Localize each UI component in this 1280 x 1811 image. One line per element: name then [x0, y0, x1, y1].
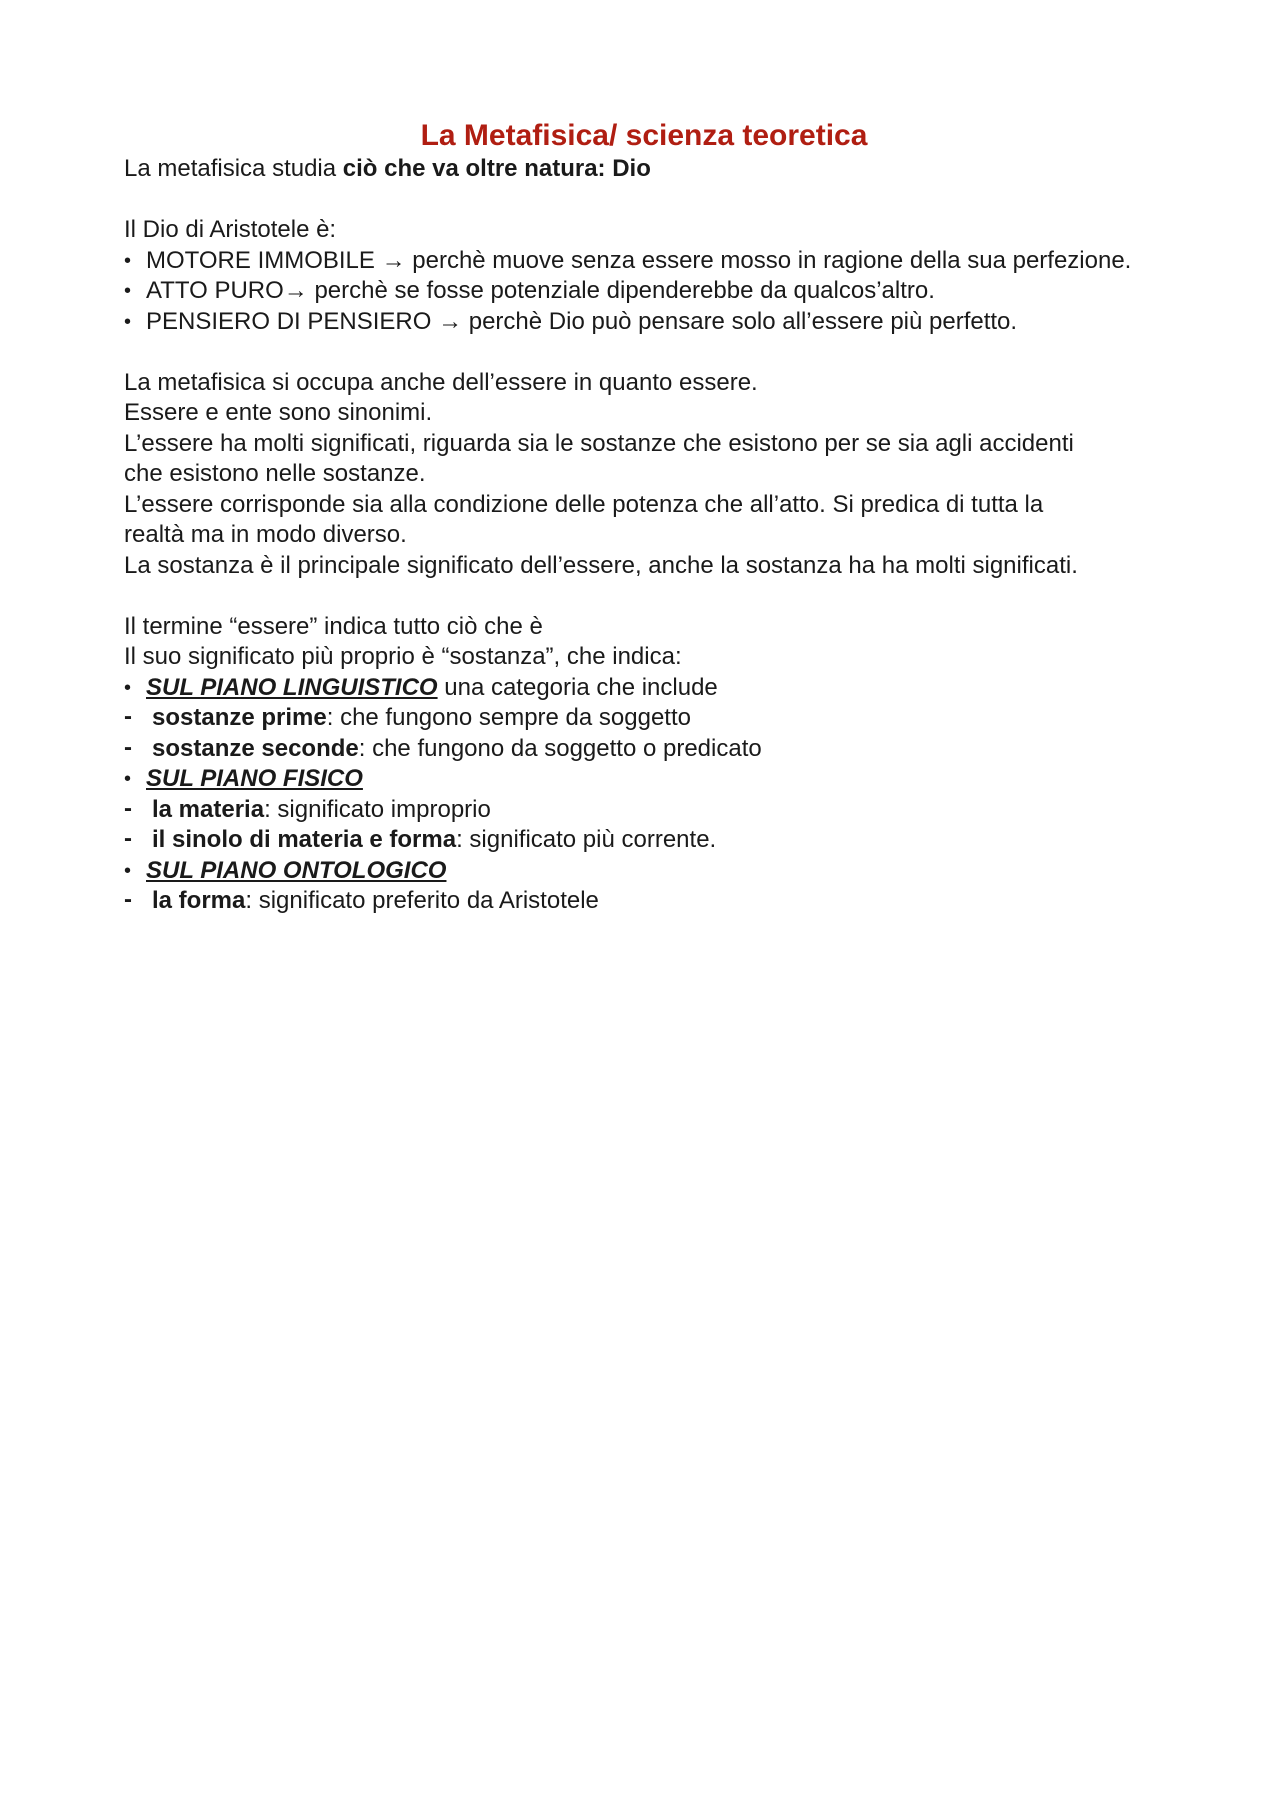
dash-item — [124, 825, 1164, 856]
paragraph-line: La metafisica si occupa anche dell’essere in quanto essere. — [124, 368, 758, 396]
intro-text: La metafisica studia — [124, 155, 343, 182]
paragraph-line: che esistono nelle sostanze. — [124, 460, 426, 487]
plane-heading-linguistico — [124, 673, 1164, 704]
spacer — [124, 185, 1164, 216]
spacer — [124, 581, 1164, 612]
plane-heading-text: SUL PIANO ONTOLOGICO — [146, 856, 447, 884]
paragraph-line: Il suo significato più proprio è “sostanza”, che indica: — [124, 643, 682, 670]
bullet-icon: • — [124, 249, 132, 272]
dash-icon: - — [124, 703, 132, 730]
god-heading: Il Dio di Aristotele è: — [124, 216, 337, 243]
dash-item-text: : significato improprio — [264, 795, 491, 823]
intro-bold: ciò che va oltre natura: Dio — [342, 155, 651, 182]
bullet-icon: • — [124, 768, 132, 790]
list-item — [124, 307, 1164, 338]
paragraph-line: Essere e ente sono sinonimi. — [124, 399, 433, 426]
dash-item-text: : che fungono sempre da soggetto — [326, 704, 691, 731]
dash-item-text: : significato preferito da Aristotele — [245, 887, 599, 914]
paragraph-line: realtà ma in modo diverso. — [124, 521, 407, 548]
document-page — [124, 118, 1164, 917]
bullet-icon: • — [124, 310, 132, 333]
plane-heading-text: SUL PIANO FISICO — [146, 765, 363, 792]
list-item — [124, 276, 1164, 307]
paragraph-line: Il termine “essere” indica tutto ciò che è — [124, 612, 543, 640]
paragraph-line: L’essere ha molti significati, riguarda sia le sostanze che esistono per se sia agli accidenti — [124, 429, 1074, 457]
dash-item — [124, 734, 1164, 765]
dash-item-term: sostanze seconde — [152, 734, 359, 762]
page-title: La Metafisica/ scienza teoretica — [420, 119, 868, 152]
dash-icon: - — [124, 794, 132, 822]
bullet-icon: • — [124, 859, 132, 882]
dash-item-term: la materia — [152, 795, 265, 823]
dash-item — [124, 886, 1164, 917]
dash-item-text: : significato più corrente. — [456, 826, 717, 853]
bullet-icon: • — [124, 280, 132, 302]
bullet-icon: • — [124, 676, 132, 699]
plane-heading-text: SUL PIANO LINGUISTICO — [146, 673, 438, 701]
spacer — [124, 337, 1164, 368]
plane-heading-fisico — [124, 764, 1164, 795]
dash-icon: - — [124, 825, 132, 852]
dash-item-text: : che fungono da soggetto o predicato — [358, 734, 762, 762]
list-item-text: ATTO PURO→ perchè se fosse potenziale dipenderebbe da qualcos’altro. — [146, 277, 935, 304]
dash-icon: - — [124, 886, 132, 913]
dash-item — [124, 795, 1164, 826]
list-item — [124, 246, 1164, 277]
list-item-text: MOTORE IMMOBILE → perchè muove senza essere mosso in ragione della sua perfezione. — [146, 246, 1132, 274]
dash-item-term: la forma — [152, 887, 246, 914]
list-item-text: PENSIERO DI PENSIERO → perchè Dio può pensare solo all’essere più perfetto. — [146, 307, 1018, 335]
plane-heading-rest: una categoria che include — [437, 673, 718, 701]
dash-item-term: il sinolo di materia e forma — [152, 826, 457, 853]
intro-line — [124, 154, 1164, 185]
dash-icon: - — [124, 733, 132, 761]
dash-item — [124, 703, 1164, 734]
paragraph-line: L’essere corrisponde sia alla condizione delle potenza che all’atto. Si predica di tutta la — [124, 490, 1044, 518]
paragraph-line: La sostanza è il principale significato dell’essere, anche la sostanza ha ha molti significati. — [124, 551, 1078, 579]
plane-heading-ontologico — [124, 856, 1164, 887]
dash-item-term: sostanze prime — [152, 704, 327, 731]
